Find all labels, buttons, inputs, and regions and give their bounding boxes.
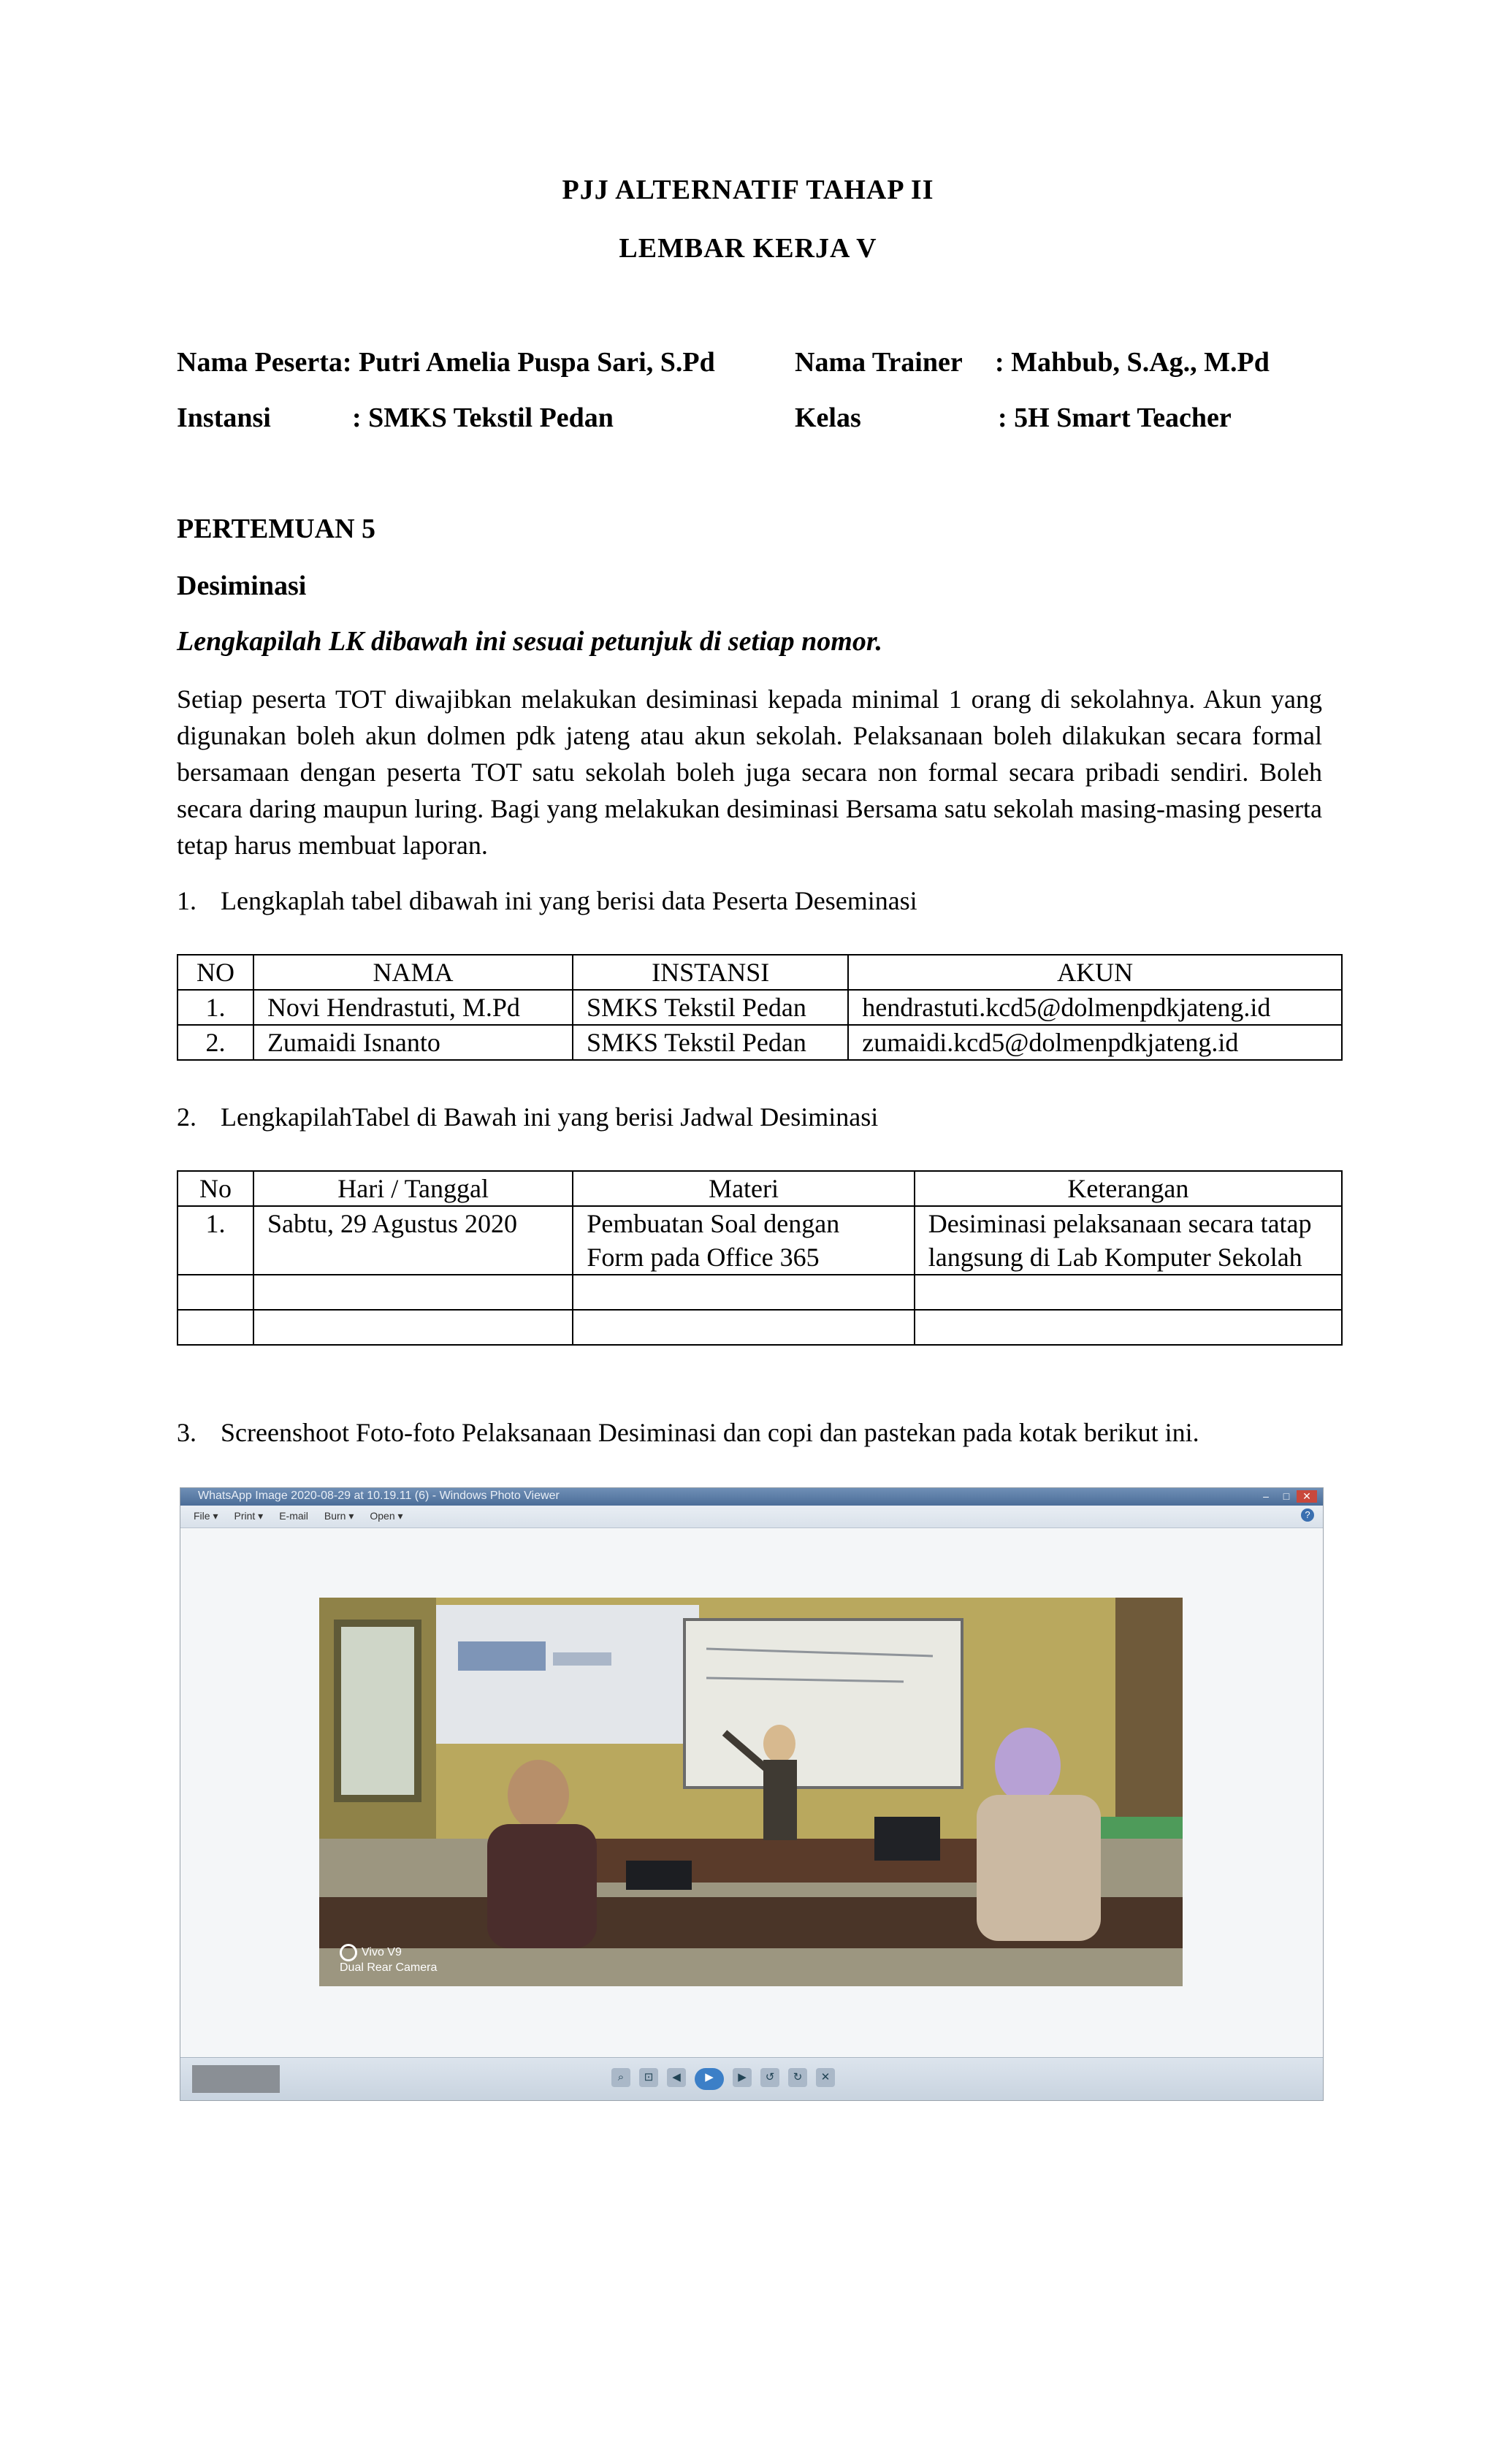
viewer-controls [180,2057,1323,2100]
cell-no: 1. [178,1206,253,1275]
cell-materi: Pembuatan Soal dengan Form pada Office 365 [573,1206,914,1275]
question-3-number: 3. [177,1418,196,1447]
menu-open: Open ▾ [370,1510,403,1522]
pertemuan-heading: PERTEMUAN 5 [177,514,376,544]
nama-peserta: Nama Peserta: Putri Amelia Puspa Sari, S.Pd [177,347,715,378]
jadwal-table [177,1170,1343,1346]
cell-keterangan: Desiminasi pelaksanaan secara tatap langsung di Lab Komputer Sekolah [915,1206,1342,1275]
camera-watermark [340,1944,437,1975]
photo-illustration [319,1598,1183,1986]
empty-cell [253,1275,573,1310]
zoom-icon: ⌕ [611,2068,630,2087]
empty-cell [178,1275,253,1310]
help-icon: ? [1301,1508,1314,1522]
col-header-no: No [178,1171,253,1206]
question-1-number: 1. [177,886,196,915]
question-3 [177,1417,1199,1448]
thumbnail [192,2065,280,2093]
question-1-text: Lengkaplah tabel dibawah ini yang berisi data Peserta Deseminasi [221,886,917,915]
camera-model: Vivo V9 [362,1946,402,1959]
menu-print: Print ▾ [234,1510,264,1522]
next-icon: ▶ [733,2068,752,2087]
table-row [178,1025,1342,1060]
camera-type: Dual Rear Camera [340,1961,438,1974]
document-title: PJJ ALTERNATIF TAHAP II [562,175,934,205]
maximize-icon: □ [1283,1490,1290,1502]
col-header-nama: NAMA [253,955,573,990]
question-2 [177,1102,878,1132]
empty-cell [178,1310,253,1345]
rotate-right-icon: ↻ [788,2068,807,2087]
cell-instansi: SMKS Tekstil Pedan [573,1025,848,1060]
col-header-akun: AKUN [848,955,1342,990]
table-header-row [178,955,1342,990]
actual-size-icon: ⊡ [639,2068,658,2087]
slideshow-icon: ▶ [695,2068,724,2090]
viewer-title: WhatsApp Image 2020-08-29 at 10.19.11 (6) - Windows Photo Viewer [198,1490,560,1502]
question-1 [177,885,917,916]
camera-icon [340,1944,357,1961]
close-icon: ✕ [1297,1490,1317,1503]
nama-trainer-label: Nama Trainer [795,347,963,378]
instansi-value: : SMKS Tekstil Pedan [352,403,614,433]
nama-trainer-value: : Mahbub, S.Ag., M.Pd [995,347,1270,378]
rotate-left-icon: ↺ [760,2068,779,2087]
playback-controls [611,2068,841,2090]
cell-akun: zumaidi.kcd5@dolmenpdkjateng.id [848,1025,1342,1060]
question-3-text: Screenshoot Foto-foto Pelaksanaan Desiminasi dan copi dan pastekan pada kotak berikut ini. [221,1418,1199,1447]
viewer-titlebar [180,1488,1323,1506]
embedded-screenshot [180,1487,1324,2101]
cell-tanggal: Sabtu, 29 Agustus 2020 [253,1206,573,1275]
delete-icon: ✕ [816,2068,835,2087]
empty-cell [573,1310,914,1345]
peserta-table [177,954,1343,1061]
col-header-instansi: INSTANSI [573,955,848,990]
table-row [178,1206,1342,1275]
cell-nama: Zumaidi Isnanto [253,1025,573,1060]
document-subtitle: LEMBAR KERJA V [619,233,877,264]
window-buttons [1256,1490,1317,1503]
col-header-keterangan: Keterangan [915,1171,1342,1206]
col-header-materi: Materi [573,1171,914,1206]
minimize-icon: – [1263,1490,1269,1502]
previous-icon: ◀ [667,2068,686,2087]
instruction-text: Lengkapilah LK dibawah ini sesuai petunjuk di setiap nomor. [177,626,883,657]
question-2-text: LengkapilahTabel di Bawah ini yang berisi Jadwal Desiminasi [221,1102,879,1132]
cell-akun: hendrastuti.kcd5@dolmenpdkjateng.id [848,990,1342,1025]
kelas-label: Kelas [795,403,861,433]
table-row-empty [178,1275,1342,1310]
menu-file: File ▾ [194,1510,218,1522]
instansi-label: Instansi [177,403,271,433]
table-row [178,990,1342,1025]
table-header-row [178,1171,1342,1206]
empty-cell [915,1310,1342,1345]
question-2-number: 2. [177,1102,196,1132]
menu-burn: Burn ▾ [324,1510,354,1522]
desiminasi-heading: Desiminasi [177,571,307,601]
cell-no: 2. [178,1025,253,1060]
cell-nama: Novi Hendrastuti, M.Pd [253,990,573,1025]
kelas-value: : 5H Smart Teacher [998,403,1232,433]
empty-cell [573,1275,914,1310]
intro-paragraph: Setiap peserta TOT diwajibkan melakukan desiminasi kepada minimal 1 orang di sekolahnya. Akun yang digunakan boleh akun dolmen pdk jateng atau akun sekolah. Pelaksanaan boleh dilakukan secara formal bersamaan dengan peserta TOT satu sekolah boleh juga secara non formal secara pribadi sendiri. Boleh secara daring maupun luring. Bagi yang melakukan desiminasi Bersama satu sekolah masing-masing peserta tetap harus membuat laporan. [177,684,1322,860]
empty-cell [915,1275,1342,1310]
col-header-no: NO [178,955,253,990]
classroom-photo [319,1598,1183,1986]
cell-no: 1. [178,990,253,1025]
viewer-menubar [180,1506,1323,1528]
menu-email: E-mail [279,1510,308,1522]
empty-cell [253,1310,573,1345]
col-header-tanggal: Hari / Tanggal [253,1171,573,1206]
table-row-empty [178,1310,1342,1345]
cell-instansi: SMKS Tekstil Pedan [573,990,848,1025]
